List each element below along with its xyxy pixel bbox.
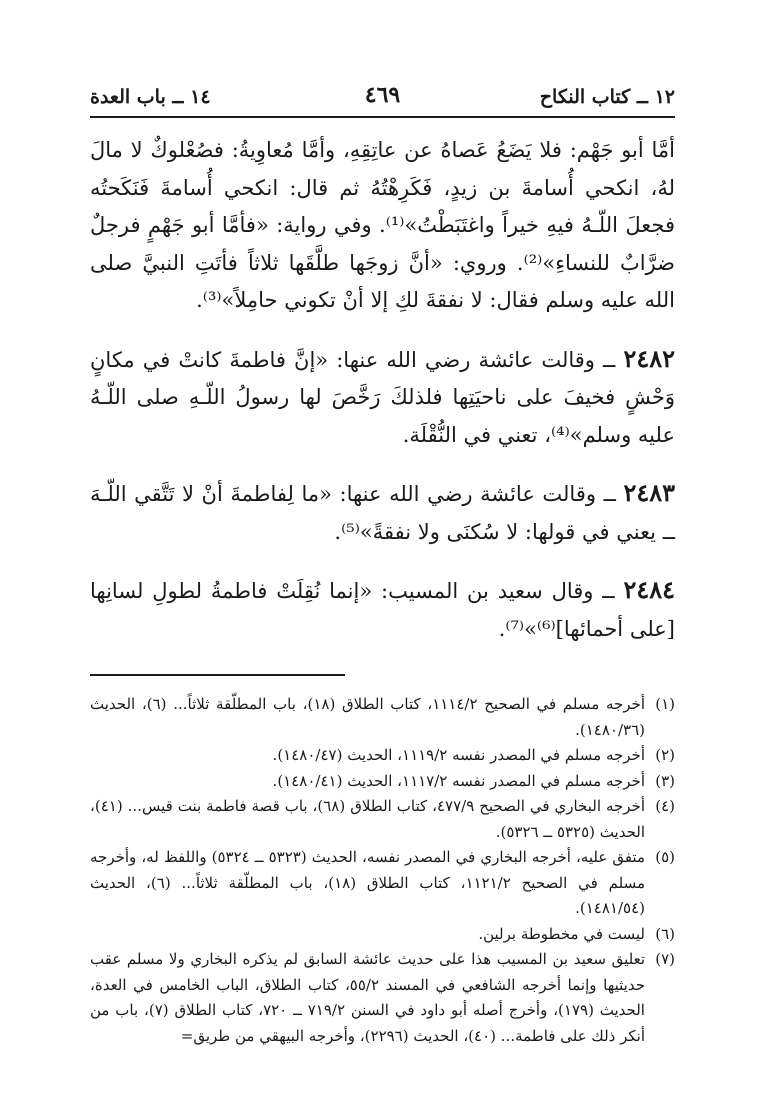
main-text [90, 132, 675, 648]
footnote-text: أخرجه مسلم في الصحيح ١١١٤/٢، كتاب الطلاق (١٨)، باب المطلّقة ثلاثاً... (٦)، الحديث (١٤٨٠/٣٦). [90, 695, 645, 739]
footnote-number: (١) [655, 695, 675, 713]
footnote-number: (٣) [655, 771, 675, 790]
footnote-number: (٦) [655, 924, 675, 943]
page-header [90, 78, 675, 118]
hadith-number: ٢٤٨٤ [623, 575, 675, 604]
hadith-paragraph [90, 340, 675, 455]
paragraph-text: أمَّا أبو جَهْم: فلا يَضَعُ عَصاهُ عن عاتِقِهِ، وأمَّا مُعاوِيةُ: فصُعْلوكٌ لا مالَ لهُ، انكحي أُسامةَ بن زيدٍ، فَكَرِهْتُهُ ثم قال: انكحي أُسامةَ فَنَكَحتُه فجعلَ اللّـهُ فيهِ خيراً واغتَبَطْتُ»⁽¹⁾. وفي رواية: «فأمَّا أبو جَهْمٍ فرجلٌ ضرَّابٌ للنساءِ»⁽²⁾. وروي: «أنَّ زوجَها طلَّقَها ثلاثاً فأتَتِ النبيَّ صلى الله عليه وسلم فقال: لا نفقةَ لكِ إلا أنْ تكوني حامِلاً»⁽³⁾. [90, 138, 675, 312]
book-page [90, 78, 675, 1049]
header-chapter-title: ١٤ ــ باب العدة [90, 86, 211, 108]
paragraph-text: ــ وقال سعيد بن المسيب: «إنما نُقِلَتْ فاطمةُ لطولِ لسانِها [على أحمائها]⁽⁶⁾»⁽⁷⁾. [90, 579, 675, 641]
footnote-text: ليست في مخطوطة برلين. [478, 924, 645, 943]
footnote-number: (٥) [655, 848, 675, 866]
footnote-text: أخرجه البخاري في الصحيح ٤٧٧/٩، كتاب الطلاق (٦٨)، باب قصة فاطمة بنت قيس... (٤١)، الحديث (٥٣٢٥ ــ ٥٣٢٦). [90, 797, 645, 841]
footnote [90, 922, 675, 948]
footnotes [90, 692, 675, 1049]
footnote-text: تعليق سعيد بن المسيب هذا على حديث عائشة السابق لم يذكره البخاري ولا مسلم عقب حديثيها وإنما أخرجه الشافعي في المسند ٥٥/٢، كتاب الطلاق، الباب الخامس في العدة، الحديث (١٧٩)، وأخرج أصله أبو داود في السنن ٧١٩/٢ ــ ٧٢٠، كتاب الطلاق (٧)، باب من أنكر ذلك على فاطمة... (٤٠)، الحديث (٢٢٩٦)، وأخرجه البيهقي من طريق= [90, 950, 645, 1045]
footnote [90, 743, 675, 769]
footnote-number: (٧) [655, 950, 675, 968]
footnote-number: (٤) [655, 797, 675, 815]
paragraph-continuation [90, 132, 675, 320]
paragraph-text: ــ وقالت عائشة رضي الله عنها: «ما لِفاطمةَ أنْ لا تَتَّقي اللّـهَ ــ يعني في قولها: لا سُكنَى ولا نفقةً»⁽⁵⁾. [90, 482, 675, 544]
footnote [90, 692, 675, 743]
footnote-number: (٢) [655, 746, 675, 764]
footnote [90, 794, 675, 845]
footnote [90, 845, 675, 922]
header-book-title: ١٢ ــ كتاب النكاح [539, 86, 675, 108]
footnote [90, 769, 675, 795]
hadith-paragraph [90, 571, 675, 648]
footnote-text: أخرجه مسلم في المصدر نفسه ١١١٧/٢، الحديث (١٤٨٠/٤١). [272, 771, 645, 790]
footnote [90, 947, 675, 1049]
page-number: ٤٦٩ [364, 82, 401, 108]
footnote-text: متفق عليه، أخرجه البخاري في المصدر نفسه، الحديث (٥٣٢٣ ــ ٥٣٢٤) واللفظ له، وأخرجه مسلم في الصحيح ١١٢١/٢، كتاب الطلاق (١٨)، باب المطلّقة ثلاثاً... (٦)، الحديث (١٤٨١/٥٤). [90, 848, 645, 917]
hadith-number: ٢٤٨٣ [623, 478, 675, 507]
footnote-text: أخرجه مسلم في المصدر نفسه ١١١٩/٢، الحديث (١٤٨٠/٤٧). [272, 746, 645, 764]
footnote-divider [90, 674, 345, 676]
hadith-paragraph [90, 474, 675, 551]
paragraph-text: ــ وقالت عائشة رضي الله عنها: «إنَّ فاطمةَ كانتْ في مكانٍ وَحْشٍ فخيفَ على ناحيَتِها فلذلكَ رَخَّصَ لها رسولُ اللّـهِ صلى اللّـهُ عليه وسلم»⁽⁴⁾، تعني في النُّقْلَة. [90, 347, 675, 447]
hadith-number: ٢٤٨٢ [623, 343, 675, 373]
